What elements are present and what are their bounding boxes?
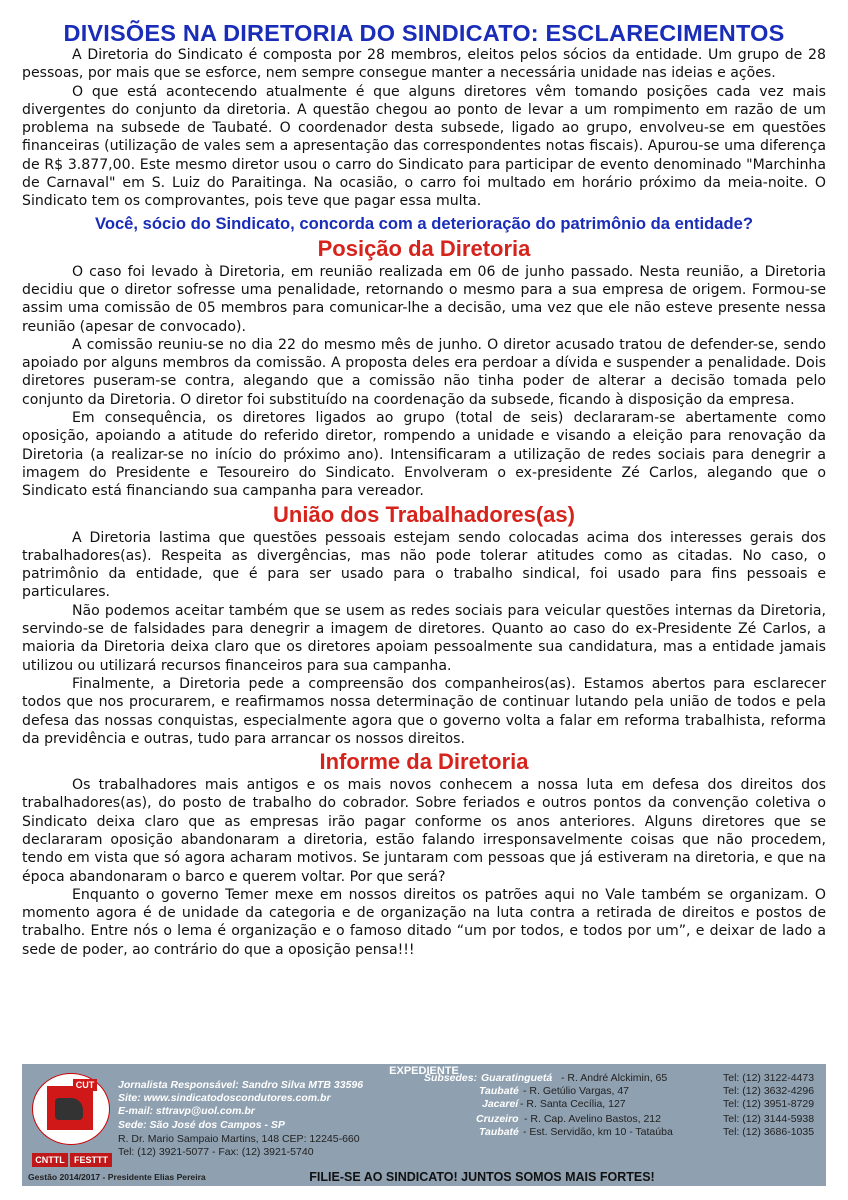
festtt-logo: FESTTT — [70, 1153, 112, 1167]
site-link[interactable]: Site: www.sindicatodoscondutores.com.br — [118, 1092, 331, 1104]
subsede-city: Guaratinguetá — [481, 1072, 553, 1084]
question-callout: Você, sócio do Sindicato, concorda com a deterioração do patrimônio da entidade? — [94, 213, 754, 233]
subsede-city: Cruzeiro — [476, 1113, 519, 1125]
section-heading-uniao: União dos Trabalhadores(as) — [273, 501, 575, 527]
subsede-address: - Est. Servidão, km 10 - Tataúba — [523, 1126, 673, 1138]
section-paragraph: Os trabalhadores mais antigos e os mais novos conhecem a nossa luta em defesa dos direitos dos trabalhadores(as), do posto de trabalho do cobrador. Sobre feriados e outros pontos da convenção coletiva o Sindicato deixa claro que as empresas irão pagar conforme os anos anteriores. Alguns diretores que se declararam oposição abandonaram a diretoria, estão falando irresponsavelmente coisas que não procedem, tendo em vista que só agora acharam motivos. Se juntaram com pessoas que já estiveram na diretoria, e que na época abandonaram o barco e querem voltar. Por que será? — [22, 777, 826, 885]
subsede-city: Taubaté — [479, 1085, 519, 1097]
page-title: DIVISÕES NA DIRETORIA DO SINDICATO: ESCLARECIMENTOS — [63, 20, 785, 46]
section-paragraph: Finalmente, a Diretoria pede a compreensão dos companheiros(as). Estamos abertos para esclarecer todos que nos procurarem, e reafirmamos nossa determinação de continuar lutando pela união de todos e pela defesa das nossas conquistas, especialmente agora que o governo volta a falar em reforma trabalhista, reforma da previdência e outras, tudo para arrancar os nossos direitos. — [22, 675, 826, 747]
subsede-phone: Tel: (12) 3686-1035 — [723, 1126, 815, 1138]
section-paragraph: A Diretoria lastima que questões pessoais estejam sendo colocadas acima dos interesses gerais dos trabalhadores(as). Respeita as divergências, mas não pode tolerar atitudes como as citadas. No caso, o patrimônio da entidade, que é para ser usado para o trabalho sindical, foi usado para fins pessoais e particulares. — [22, 529, 826, 601]
sede-phones: Tel: (12) 3921-5077 - Fax: (12) 3921-5740 — [118, 1146, 314, 1158]
subsede-phone: Tel: (12) 3144-5938 — [723, 1113, 815, 1125]
email-link[interactable]: E-mail: sttravp@uol.com.br — [118, 1105, 255, 1117]
sede-label: Sede: São José dos Campos - SP — [118, 1119, 285, 1131]
subsedes-label: Subsedes: — [424, 1072, 478, 1084]
section-heading-posicao: Posição da Diretoria — [317, 235, 531, 261]
slogan: FILIE-SE AO SINDICATO! JUNTOS SOMOS MAIS FORTES! — [309, 1170, 655, 1184]
subsede-address: - R. Cap. Avelino Bastos, 212 — [524, 1113, 661, 1125]
journalist-credit: Jornalista Responsável: Sandro Silva MTB 33596 — [118, 1079, 364, 1091]
expediente-footer — [22, 1064, 826, 1186]
section-paragraph: O caso foi levado à Diretoria, em reunião realizada em 06 de junho passado. Nesta reunião, a Diretoria decidiu que o diretor sofresse uma penalidade, retornando o mesmo para a sua empresa de origem. Formou-se assim uma comissão de 05 membros para comunicar-lhe a decisão, uma vez que ele não esteve presente nessa reunião (apesar de convocado). — [22, 263, 826, 335]
subsede-address: - R. André Alckimin, 65 — [561, 1072, 668, 1084]
section-paragraph: Não podemos aceitar também que se usem as redes sociais para veicular questões internas da Diretoria, servindo-se de falsidades para denegrir a imagem de diretores. Quanto ao caso do ex-Presidente Zé Carlos, a maioria da Diretoria deixa claro que os diretores apoiam pessoalmente sua candidatura, mas a entidade jamais utilizou ou utilizará recursos financeiros para sua campanha. — [22, 602, 826, 674]
subsede-phone: Tel: (12) 3632-4296 — [723, 1085, 815, 1097]
logo-cut-label: CUT — [73, 1079, 97, 1091]
cut-logo — [32, 1073, 110, 1145]
subsede-address: - R. Getúlio Vargas, 47 — [523, 1085, 630, 1097]
intro-paragraph: O que está acontecendo atualmente é que alguns diretores vêm tomando posições cada vez mais divergentes do conjunto da diretoria. A questão chegou ao ponto de levar a um rompimento em razão de um problema na subsede de Taubaté. O coordenador desta subsede, ligado ao grupo, envolveu-se em questões financeiras (utilização de vales sem a apresentação das correspondentes notas fiscais). Apurou-se uma diferença de R$ 3.877,00. Este mesmo diretor usou o carro do Sindicato para participar de evento denominado "Marchinha de Carnaval" em S. Luiz do Paraitinga. Na ocasião, o carro foi multado em horário próximo da meia-noite. O Sindicato tem os comprovantes, pois teve que pagar essa multa. — [22, 83, 826, 210]
logo-figure-icon — [55, 1098, 83, 1120]
subsede-city: Taubaté — [479, 1126, 519, 1138]
subsede-phone: Tel: (12) 3122-4473 — [723, 1072, 815, 1084]
subsede-address: - R. Santa Cecília, 127 — [520, 1098, 626, 1110]
section-paragraph: A comissão reuniu-se no dia 22 do mesmo mês de junho. O diretor acusado tratou de defender-se, sendo apoiado por alguns membros da comissão. A proposta deles era perdoar a dívida e suspender a penalidade. Dois diretores puseram-se contra, alegando que a comissão não tinha poder de alterar a decisão tomada pelo conjunto da Diretoria. O diretor foi substituído na coordenação da subsede, ficando à disposição da empresa. — [22, 336, 826, 408]
section-paragraph: Em consequência, os diretores ligados ao grupo (total de seis) declararam-se abertamente como oposição, apoiando a atitude do referido diretor, rompendo a unidade e visando a eleição para renovação da Diretoria (a realizar-se no início do próximo ano). Intensificaram a utilização de redes sociais para denegrir a imagem do Presidente e Tesoureiro do Sindicato. Envolveram o ex-presidente Zé Carlos, alegando que o Sindicato está financiando sua campanha para vereador. — [22, 410, 826, 500]
subsede-phone: Tel: (12) 3951-8729 — [723, 1098, 815, 1110]
section-paragraph: Enquanto o governo Temer mexe em nossos direitos os patrões aqui no Vale também se organizam. O momento agora é de unidade da categoria e de organização na luta contra a retirada de direitos e postos de trabalho. Entre nós o lema é organização e o famoso ditado “um por todos, e todos por um”, e deixar de lado a sede de poder, ao contrário do que a oposição pensa!!! — [22, 886, 826, 958]
sede-address: R. Dr. Mario Sampaio Martins, 148 CEP: 12245-660 — [118, 1133, 360, 1145]
cnttl-logo: CNTTL — [32, 1153, 68, 1167]
expediente-heading: EXPEDIENTE — [389, 1065, 459, 1077]
subsede-city: Jacareí — [482, 1098, 519, 1110]
gestao-label: Gestão 2014/2017 - Presidente Elias Pereira — [28, 1172, 206, 1182]
section-heading-informe: Informe da Diretoria — [319, 749, 529, 775]
article-body — [22, 46, 826, 959]
intro-paragraph: A Diretoria do Sindicato é composta por 28 membros, eleitos pelos sócios da entidade. Um grupo de 28 pessoas, por mais que se esforce, nem sempre consegue manter a necessária unidade nas ideias e ações. — [22, 47, 826, 82]
